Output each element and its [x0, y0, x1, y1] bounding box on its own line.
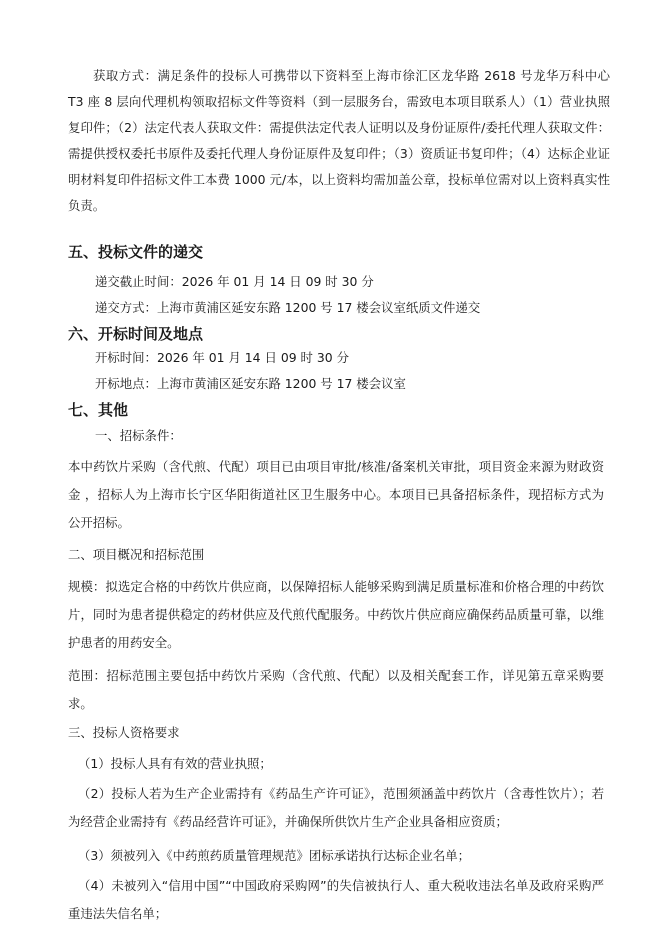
- requirement-1: （1）投标人具有有效的营业执照；: [78, 756, 272, 771]
- acquire-method-paragraph: 获取方式：满足条件的投标人可携带以下资料至上海市徐汇区龙华路 2618 号龙华万科中心 T3 座 8 层向代理机构领取招标文件等资料（到一层服务台，需致电本项目联系人）（1）营业执照复印件；（2）法定代表人获取文件：需提供法定代表人证明以及身份证原件/委托代理人获取文件：需提供授权委托书原件及委托代理人身份证原件及复印件；（3）资质证书复印件；（4）达标企业证明材料复印件招标文件工本费 1000 元/本，以上资料均需加盖公章，投标单位需对以上资料真实性负责。: [68, 68, 610, 213]
- requirement-4: （4）未被列入“信用中国”“中国政府采购网”的失信被执行人、重大税收违法名单及政府采购严重违法失信名单；: [68, 878, 604, 921]
- section-5-heading: 五、投标文件的递交: [68, 243, 204, 261]
- tender-conditions-title: 一、招标条件：: [95, 428, 182, 443]
- project-overview-title: 二、项目概况和招标范围: [68, 547, 205, 562]
- tender-conditions-text: 本中药饮片采购（含代煎、代配）项目已由项目审批/核准/备案机关审批，项目资金来源为财政资金 ，招标人为上海市长宁区华阳街道社区卫生服务中心。本项目已具备招标条件，现招标方式为公开招标。: [68, 459, 604, 530]
- submission-deadline: 递交截止时间：2026 年 01 月 14 日 09 时 30 分: [95, 274, 374, 289]
- section-7-heading: 七、其他: [68, 401, 129, 419]
- submission-method: 递交方式：上海市黄浦区延安东路 1200 号 17 楼会议室纸质文件递交: [95, 300, 481, 315]
- bid-opening-time: 开标时间：2026 年 01 月 14 日 09 时 30 分: [95, 350, 349, 365]
- section-6-heading: 六、开标时间及地点: [68, 325, 204, 343]
- requirement-3: （3）须被列入《中药煎药质量管理规范》团标承诺执行达标企业名单；: [78, 848, 470, 863]
- bidder-qualification-title: 三、投标人资格要求: [68, 725, 180, 740]
- bid-opening-place: 开标地点：上海市黄浦区延安东路 1200 号 17 楼会议室: [95, 376, 406, 391]
- requirement-2: （2）投标人若为生产企业需持有《药品生产许可证》，范围须涵盖中药饮片（含毒性饮片）；若为经营企业需持有《药品经营许可证》，并确保所供饮片生产企业具备相应资质；: [68, 786, 604, 829]
- project-scale-text: 规模：拟选定合格的中药饮片供应商，以保障招标人能够采购到满足质量标准和价格合理的中药饮片，同时为患者提供稳定的药材供应及代煎代配服务。中药饮片供应商应确保药品质量可靠，以维护患者的用药安全。: [68, 579, 604, 650]
- project-scope-text: 范围：招标范围主要包括中药饮片采购（含代煎、代配）以及相关配套工作，详见第五章采购要求。: [68, 668, 604, 711]
